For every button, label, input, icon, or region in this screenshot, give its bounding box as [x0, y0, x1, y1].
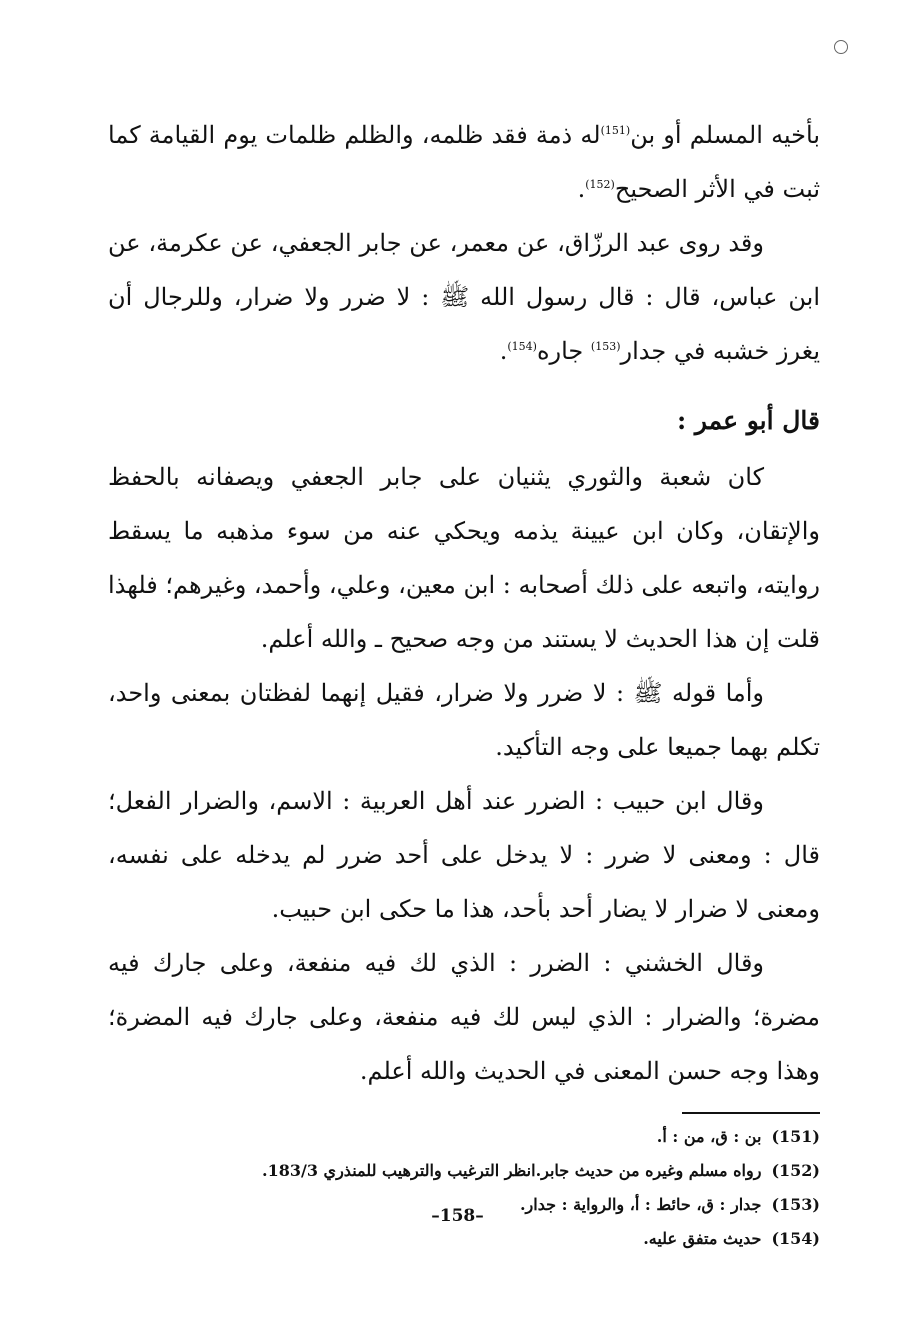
- paragraph-1-end: .: [499, 337, 508, 365]
- footnote-ref-153: (153): [590, 340, 621, 353]
- footnote-text: جدار : ق، حائط : أ، والرواية : جدار.: [519, 1195, 762, 1214]
- paragraph-0-end: .: [577, 175, 586, 203]
- paragraph-1-text-b: جاره: [536, 337, 591, 365]
- footnote-ref-152: (152): [585, 178, 615, 191]
- footnote-154: [108, 1222, 820, 1256]
- footnotes-list: [108, 1120, 820, 1256]
- page-body: [108, 108, 820, 1256]
- footnote-ref-154: (154): [507, 340, 537, 353]
- paragraph-2: كان شعبة والثوري يثنيان على جابر الجعفي ويصفانه بالحفظ والإتقان، وكان ابن عيينة يذمه ويحكي عنه من سوء مذهبه ما يسقط روايته، واتبعه على ذلك أصحابه : ابن معين، وعلي، وأحمد، وغيرهم؛ فلهذا قلت إن هذا الحديث لا يستند من وجه صحيح ـ والله أعلم.: [108, 463, 820, 653]
- footnote-text: حديث متفق عليه.: [643, 1229, 762, 1248]
- page-number: –158–: [431, 1206, 484, 1226]
- paragraph-3: وأما قوله ﷺ : لا ضرر ولا ضرار، فقيل إنهما لفظتان بمعنى واحد، تكلم بهما جميعا على وجه التأكيد.: [108, 679, 820, 761]
- footnote-number: (151): [771, 1127, 820, 1146]
- footnote-151: [108, 1120, 820, 1154]
- footnote-number: (152): [771, 1161, 820, 1180]
- footnote-number: (154): [771, 1229, 820, 1248]
- paragraph-1-text-a: وقد روى عبد الرزّاق، عن معمر، عن جابر الجعفي، عن عكرمة، عن ابن عباس، قال : قال رسول الله ﷺ : لا ضرر ولا ضرار، وللرجال أن يغرز خشبه في جدار: [108, 229, 820, 365]
- paragraph-5: وقال الخشني : الضرر : الذي لك فيه منفعة، وعلى جارك فيه مضرة؛ والضرار : الذي ليس لك فيه منفعة، وعلى جارك فيه المضرة؛ وهذا وجه حسن المعنى في الحديث والله أعلم.: [108, 949, 820, 1085]
- paragraph-1: [108, 216, 820, 378]
- paragraph-0-text-a: بأخيه المسلم أو بن: [630, 121, 821, 149]
- footnote-separator: [682, 1112, 820, 1114]
- corner-mark: [834, 40, 848, 54]
- paragraph-0: [108, 108, 820, 216]
- footnote-number: (153): [771, 1195, 820, 1214]
- paragraph-0-text-b: له ذمة فقد ظلمه، والظلم ظلمات يوم القيامة كما ثبت في الأثر الصحيح: [108, 121, 820, 203]
- footnote-text: بن : ق، من : أ.: [656, 1127, 762, 1146]
- section-heading: قال أبو عمر :: [676, 406, 820, 435]
- footnote-152: [108, 1154, 820, 1188]
- footnote-text: رواه مسلم وغيره من حديث جابر.انظر الترغيب والترهيب للمنذري 183/3.: [262, 1161, 762, 1180]
- paragraph-4: وقال ابن حبيب : الضرر عند أهل العربية : الاسم، والضرار الفعل؛ قال : ومعنى لا ضرر : لا يدخل على أحد ضرر لم يدخله على نفسه، ومعنى لا ضرار لا يضار أحد بأحد، هذا ما حكى ابن حبيب.: [108, 787, 820, 923]
- footnote-ref-151: (151): [600, 124, 631, 137]
